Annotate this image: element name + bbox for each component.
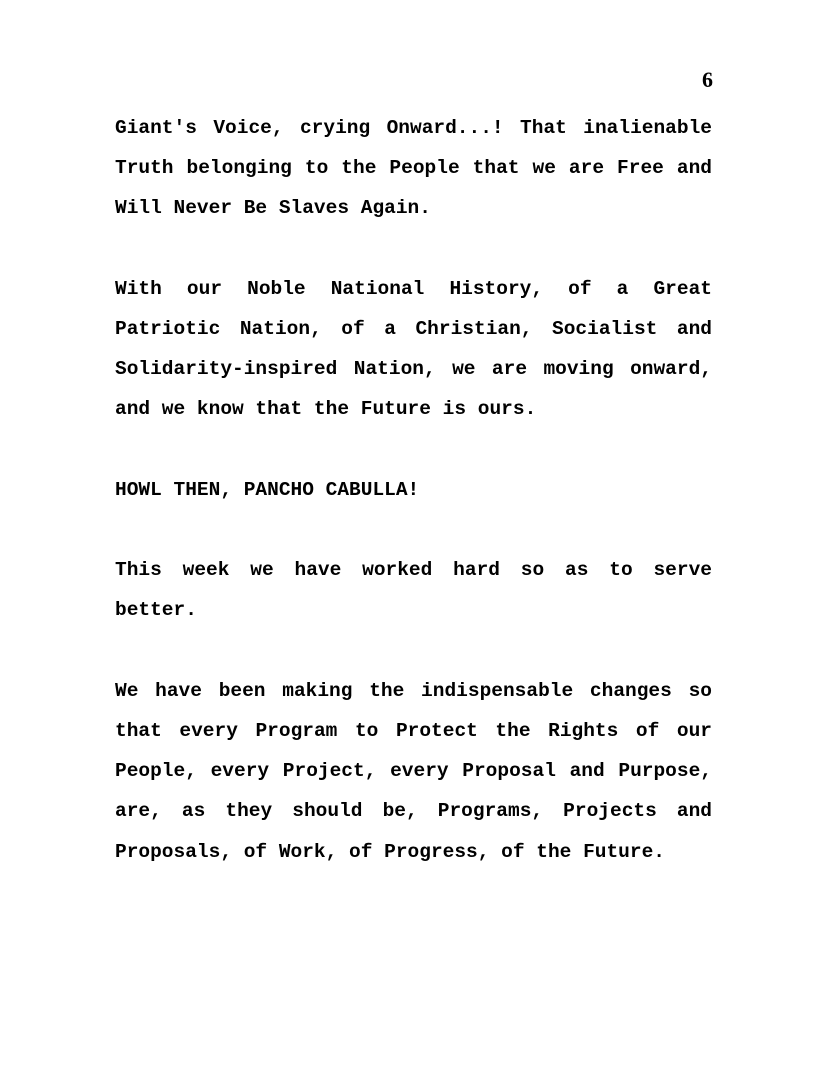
paragraph-indispensable-changes: We have been making the indispensable changes so that every Program to Protect the Rights of our People, every Project, every Proposal and Purpose, are, as they should be, Programs, Projects and Proposals, of Work, of Progress, of the Future. <box>115 679 712 863</box>
paragraph-giants-voice: Giant's Voice, crying Onward...! That inalienable Truth belonging to the People that we are Free and Will Never Be Slaves Again. <box>115 117 712 220</box>
paragraph-worked-hard: This week we have worked hard so as to serve better. <box>115 559 712 622</box>
page-number: 6 <box>702 67 713 92</box>
paragraph-howl-then: HOWL THEN, PANCHO CABULLA! <box>115 478 420 501</box>
paragraph-national-history: With our Noble National History, of a Great Patriotic Nation, of a Christian, Socialist and Solidarity-inspired Nation, we are moving onward, and we know that the Future is ours. <box>115 277 712 421</box>
document-body <box>115 108 712 912</box>
